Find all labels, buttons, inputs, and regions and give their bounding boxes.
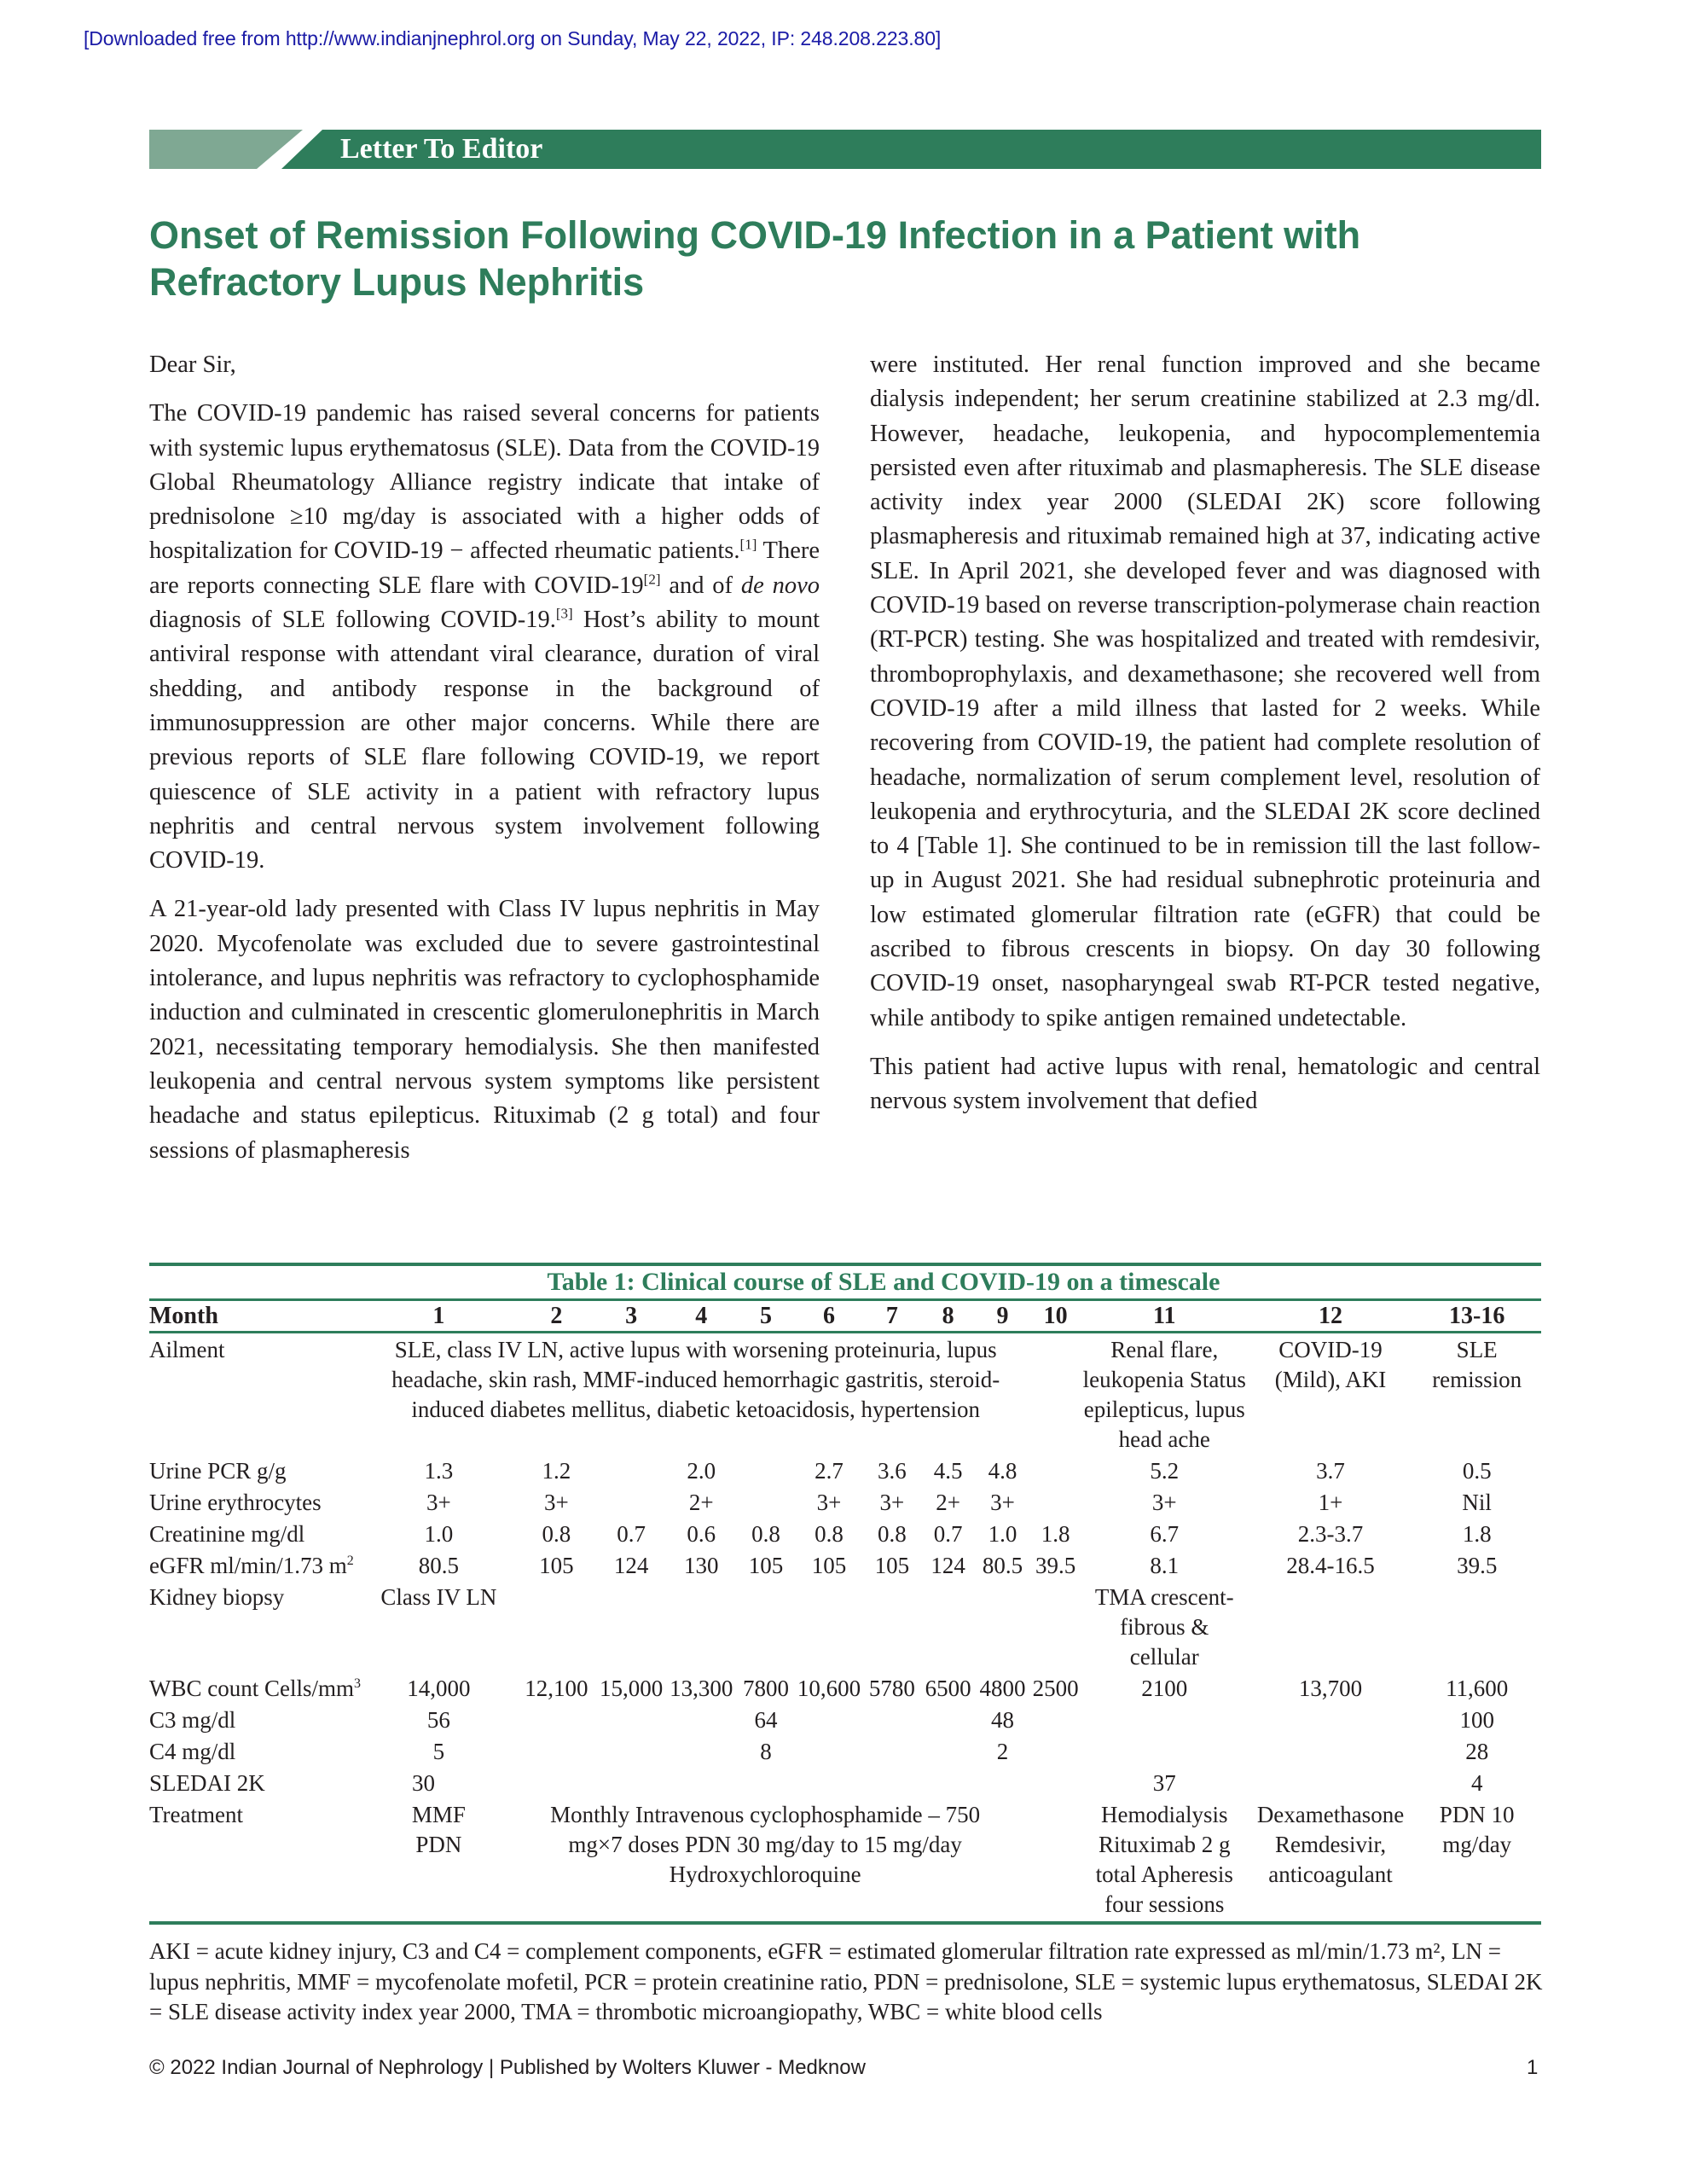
cell [796,1735,862,1767]
cell: 100 [1459,1707,1494,1733]
cell: 5 [432,1739,445,1764]
cell: 10,600 [797,1676,861,1701]
cell [1030,1333,1080,1455]
row-label: Ailment [149,1337,225,1362]
cell: Monthly Intravenous cyclophosphamide – 750 mg×7 doses PDN 30 mg/day to 15 mg/day Hydroxychloroquine [550,1802,981,1887]
cell: Dexamethasone Remdesivir, anticoagulant [1256,1802,1405,1887]
cell: 5780 [868,1676,915,1701]
cell: 2.0 [687,1458,716,1484]
column-header: 12 [1319,1303,1343,1329]
row-label: eGFR ml/min/1.73 $m^2$ [149,1553,354,1578]
cell: 105 [539,1553,574,1578]
cell: 28.4-16.5 [1286,1553,1375,1578]
cell: 56 [426,1707,450,1733]
cell [666,1735,736,1767]
table-footnote: AKI = acute kidney injury, C3 and C4 = complement components, eGFR = estimated glomerular filtration rate expressed as ml/min/1.73 m², LN = lupus nephritis, MMF = mycofenolate mofetil, PCR = protein creatinine ratio, PDN = prednisolone, SLE = systemic lupus erythematosus, SLEDAI 2K = SLE disease activity index year 2000, TMA = thrombotic microangiopathy, WBC = white blood cells [149,1938,1543,2024]
row-label: Treatment [149,1802,243,1827]
cell: 124 [930,1553,965,1578]
column-header: 2 [550,1303,563,1329]
cell: 0.8 [815,1521,844,1547]
cell: 0.8 [878,1521,907,1547]
cell: 3+ [879,1490,905,1515]
table-header-row [149,1301,1541,1333]
cell [517,1704,596,1735]
citation-link[interactable]: [3] [555,605,573,622]
column-header: 6 [822,1303,835,1329]
cell: 0.7 [617,1521,646,1547]
download-notice-link[interactable]: [Downloaded free from http://www.indianjnephrol.org on Sunday, May 22, 2022, IP: 248.208.223.80] [84,27,942,49]
table-bottom-rule [149,1921,1541,1925]
row-label: C3 mg/dl [149,1707,236,1733]
section-label: Letter To Editor [340,133,543,165]
cell: 80.5 [982,1553,1023,1578]
cell: SLE, class IV LN, active lupus with worsening proteinuria, lupus headache, skin rash, MMF-induced hemorrhagic gastritis, steroid-induced diabetes mellitus, diabetic ketoacidosis, hypertension [391,1337,1000,1422]
cell: 1.8 [1462,1521,1492,1547]
paragraph: were instituted. Her renal function improved and she became dialysis independent; her serum creatinine stabilized at 2.3 mg/dl. However, headache, leukopenia, and hypocomplementemia persisted even after rituximab and plasmapheresis. The SLE disease activity index year 2000 (SLEDAI 2K) score following plasmapheresis and rituximab remained high at 37, indicating active SLE. In April 2021, she developed fever and was diagnosed with COVID-19 based on reverse transcription-polymerase chain reaction (RT-PCR) testing. She was hospitalized and treated with remdesivir, thromboprophylaxis, and dexamethasone; she recovered well from COVID-19 after a mild illness that lasted for 2 weeks. While recovering from COVID-19, the patient had complete resolution of headache, normalization of serum complement level, resolution of leukopenia and erythrocyturia, and the SLEDAI 2K score declined to 4 [Table 1]. She continued to be in remission till the last follow-up in August 2021. She had residual subnephrotic proteinuria and low estimated glomerular filtration rate (eGFR) that could be ascribed to fibrous crescents in biopsy. On day 30 following COVID-19 onset, nasopharyngeal swab RT-PCR tested negative, while antibody to spike antigen remained undetectable. [870,351,1540,1031]
cell [596,1704,666,1735]
cell [1249,1735,1413,1767]
table-1 [149,1263,1541,1925]
cell [1030,1798,1080,1920]
paragraph: This patient had active lupus with renal, hematologic and central nervous system involvement that defied [870,1053,1540,1115]
cell: COVID-19 (Mild), AKI [1274,1337,1387,1392]
cell [596,1735,666,1767]
cell [666,1704,736,1735]
cell: 1+ [1318,1490,1343,1515]
cell: Hemodialysis Rituximab 2 g total Apheresis four sessions [1095,1802,1233,1917]
column-header: 13-16 [1449,1303,1505,1329]
table-row-c3 [149,1704,1541,1735]
cell: MMF PDN [411,1802,466,1857]
cell: 80.5 [418,1553,460,1578]
column-header: Month [149,1303,218,1329]
column-header: 9 [996,1303,1009,1329]
cell: 12,100 [525,1676,588,1701]
cell: 15,000 [599,1676,664,1701]
cell: PDN 10 mg/day [1439,1802,1515,1857]
cell: SLE remission [1432,1337,1522,1392]
cell: 30 [412,1770,435,1796]
page-number: 1 [1527,2056,1539,2079]
cell: 3+ [426,1490,451,1515]
cell [862,1704,921,1735]
cell: 2 [996,1739,1009,1764]
table-row-egfr [149,1549,1541,1581]
row-label: Creatinine mg/dl [149,1521,305,1547]
cell: 8 [760,1739,772,1764]
cell: 0.7 [933,1521,963,1547]
table-row-kidney-biopsy [149,1581,1541,1672]
cell: 0.8 [542,1521,571,1547]
cell [736,1455,795,1486]
left-column [149,348,820,1182]
cell: 1.0 [988,1521,1017,1547]
cell: 105 [748,1553,784,1578]
cell: 3.6 [878,1458,907,1484]
cell: 39.5 [1035,1553,1076,1578]
citation-link[interactable]: [2] [643,571,661,588]
table-row-sledai [149,1767,1541,1798]
column-header: 8 [942,1303,954,1329]
cell: TMA crescent-fibrous & cellular [1094,1584,1234,1670]
table-row-urine-erythrocytes [149,1486,1541,1518]
cell: 0.5 [1462,1458,1492,1484]
row-label: Kidney biopsy [149,1584,285,1610]
salutation: Dear Sir, [149,351,236,378]
cell [1081,1704,1249,1735]
cell: 0.8 [751,1521,780,1547]
cell [517,1735,596,1767]
cell: 6500 [925,1676,971,1701]
article-title: Onset of Remission Following COVID-19 Infection in a Patient with Refractory Lupus Nephritis [149,213,1361,304]
band-light-segment [149,130,303,169]
cell: Nil [1462,1490,1492,1515]
column-header: 10 [1043,1303,1068,1329]
cell: 3+ [816,1490,842,1515]
cell [1030,1735,1080,1767]
cell: 6.7 [1150,1521,1180,1547]
cell: 3.7 [1316,1458,1345,1484]
cell [922,1704,975,1735]
cell [596,1767,1081,1798]
cell: 2.3-3.7 [1297,1521,1364,1547]
paragraph: The COVID-19 pandemic has raised several concerns for patients with systemic lupus erythematosus (SLE). Data from the COVID-19 Global Rheumatology Alliance registry indicate that intake of prednisolone ≥10 mg/day is associated with a higher odds of hospitalization for COVID-19 − affected rheumatic patients.[1] There are reports connecting SLE flare with COVID-19[2] and of de novo diagnosis of SLE following COVID-19.[3] Host’s ability to mount antiviral response with attendant viral clearance, duration of viral shedding, and antibody response in the background of immunosuppression are other major concerns. While there are previous reports of SLE flare following COVID-19, we report quiescence of SLE activity in a patient with refractory lupus nephritis and central nervous system involvement following COVID-19. [149,400,820,874]
cell: 4.8 [988,1458,1017,1484]
cell: 4800 [979,1676,1026,1701]
cell: 1.0 [424,1521,454,1547]
cell: 105 [811,1553,847,1578]
cell [1412,1581,1541,1672]
cell [1081,1735,1249,1767]
table-row-urine-pcr [149,1455,1541,1486]
cell: 13,300 [670,1676,733,1701]
cell: 2.7 [815,1458,844,1484]
cell: 64 [754,1707,778,1733]
cell: Class IV LN [380,1584,497,1610]
cell [1030,1486,1080,1518]
table-row-wbc [149,1672,1541,1704]
cell: 13,700 [1298,1676,1363,1701]
cell [862,1735,921,1767]
table-row-creatinine [149,1518,1541,1549]
cell: 1.2 [542,1458,571,1484]
cell [596,1455,666,1486]
cell: 7800 [742,1676,789,1701]
cell [596,1486,666,1518]
cell: 1.8 [1041,1521,1070,1547]
column-header: 4 [695,1303,708,1329]
cell: 28 [1465,1739,1489,1764]
column-header: 5 [759,1303,772,1329]
cell: 2+ [936,1490,960,1515]
cell [1030,1455,1080,1486]
cell: Renal flare, leukopenia Status epilepticus, lupus head ache [1082,1337,1246,1452]
cell: 1.3 [424,1458,454,1484]
section-header-band [149,130,1541,169]
cell [517,1581,1081,1672]
cell [1249,1704,1413,1735]
cell: 14,000 [407,1676,471,1701]
cell [1249,1581,1413,1672]
cell: 11,600 [1446,1676,1509,1701]
cell [922,1735,975,1767]
cell [736,1486,795,1518]
cell: 4.5 [933,1458,963,1484]
column-header: 7 [885,1303,898,1329]
cell [1030,1704,1080,1735]
column-header: 1 [432,1303,445,1329]
cell: 2+ [688,1490,714,1515]
table-row-ailment [149,1333,1541,1455]
cell: 48 [991,1707,1015,1733]
cell: 4 [1470,1770,1483,1796]
cell: 124 [613,1553,649,1578]
cell: 8.1 [1150,1553,1180,1578]
column-header: 3 [625,1303,638,1329]
cell: 105 [874,1553,910,1578]
cell: 39.5 [1457,1553,1498,1578]
cell: 3+ [990,1490,1015,1515]
row-label: WBC count Cells/$mm^3$ [149,1676,361,1701]
row-label: Urine erythrocytes [149,1490,322,1515]
row-label: C4 mg/dl [149,1739,236,1764]
row-label: SLEDAI 2K [149,1770,265,1796]
clinical-course-table [149,1301,1541,1920]
cell: 37 [1152,1770,1176,1796]
citation-link[interactable]: [1] [739,536,757,553]
table-row-c4 [149,1735,1541,1767]
cell: 3+ [544,1490,569,1515]
cell: 0.6 [687,1521,716,1547]
paragraph: A 21-year-old lady presented with Class IV lupus nephritis in May 2020. Mycofenolate was excluded due to severe gastrointestinal intolerance, and lupus nephritis was refractory to cyclophosphamide induction and culminated in crescentic glomerulonephritis in March 2021, necessitating temporary hemodialysis. She then manifested leukopenia and central nervous system symptoms like persistent headache and status epilepticus. Rituximab (2 g total) and four sessions of plasmapheresis [149,896,820,1164]
table-title: Table 1: Clinical course of SLE and COVID-19 on a timescale [547,1268,1220,1296]
cell: 130 [683,1553,719,1578]
cell [1249,1767,1413,1798]
cell: 2500 [1032,1676,1079,1701]
table-row-treatment [149,1798,1541,1920]
copyright-footer: © 2022 Indian Journal of Nephrology | Published by Wolters Kluwer - Medknow [149,2056,866,2079]
cell: 5.2 [1150,1458,1180,1484]
cell: 2100 [1141,1676,1188,1701]
column-header: 11 [1153,1303,1176,1329]
cell [796,1704,862,1735]
right-column [870,348,1540,1134]
row-label: Urine PCR g/g [149,1458,287,1484]
cell: 3+ [1151,1490,1177,1515]
